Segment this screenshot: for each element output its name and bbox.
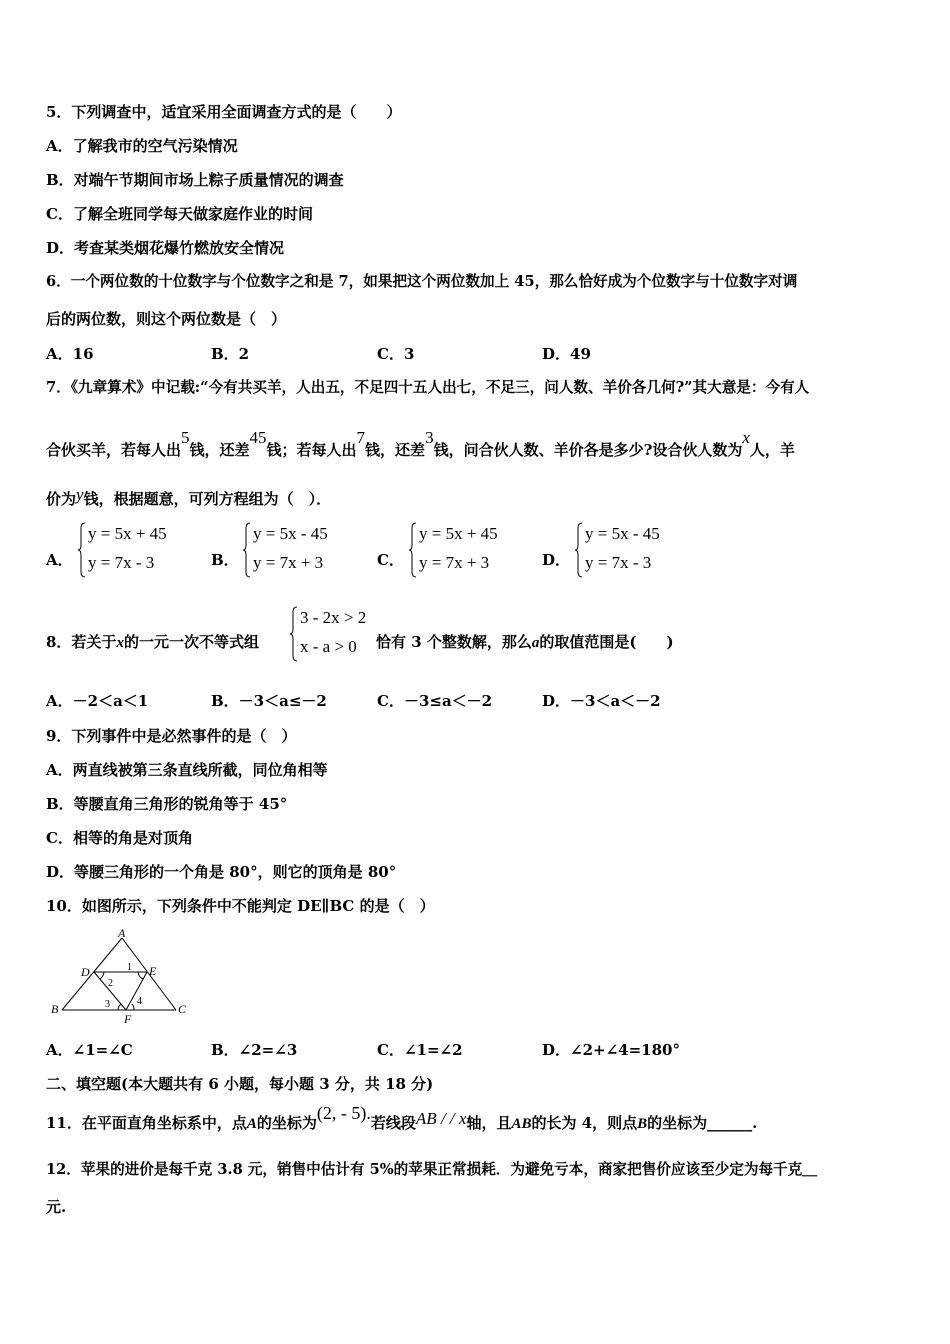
q9-option-a: A．两直线被第三条直线所截，同位角相等 bbox=[46, 761, 328, 779]
q12-line2: 元. bbox=[46, 1198, 67, 1216]
q7-system-a bbox=[78, 522, 188, 578]
q7-a-eq2: y = 7x - 3 bbox=[88, 553, 155, 572]
q8-ineq2: x - a > 0 bbox=[300, 637, 357, 656]
q7-num-45: 45 bbox=[249, 428, 267, 447]
brace-icon bbox=[290, 606, 298, 662]
q7-d-eq2: y = 7x - 3 bbox=[585, 553, 652, 572]
q9-option-c: C．相等的角是对顶角 bbox=[46, 829, 193, 847]
q5-option-d: D．考查某类烟花爆竹燃放安全情况 bbox=[46, 239, 285, 257]
q11-ab: AB bbox=[511, 1116, 532, 1132]
q7-system-d bbox=[575, 522, 685, 578]
q11-var-a: A bbox=[246, 1116, 257, 1132]
q9-option-d: D．等腰三角形的一个角是 80°，则它的顶角是 80° bbox=[46, 863, 397, 881]
q8-text-1: 8．若关于 bbox=[46, 633, 117, 651]
q11-stem bbox=[46, 1103, 758, 1134]
fig-angle-3: 3 bbox=[105, 999, 110, 1010]
q11-text-2: 的坐标为 bbox=[256, 1114, 317, 1132]
q7-d-eq1: y = 5x - 45 bbox=[585, 524, 660, 543]
q7-label-c: C． bbox=[377, 551, 404, 569]
q5-option-a: A．了解我市的空气污染情况 bbox=[46, 137, 238, 155]
q7-label-a: A． bbox=[46, 551, 73, 569]
q8-inequality-system bbox=[290, 606, 380, 662]
fig-label-e: E bbox=[149, 964, 157, 978]
q6-option-a: A．16 bbox=[46, 345, 94, 363]
fig-label-b: B bbox=[51, 1002, 59, 1016]
q7-text-2: 钱，还差 bbox=[189, 441, 250, 459]
q8-text-3: 恰有 3 个整数解，那么 bbox=[376, 633, 532, 651]
fig-label-f: F bbox=[124, 1012, 132, 1026]
q11-segment: AB / / x bbox=[415, 1109, 467, 1128]
q8-stem-part1 bbox=[46, 632, 259, 653]
fig-angle-1: 1 bbox=[127, 962, 132, 973]
q7-label-b: B． bbox=[211, 551, 239, 569]
q7-num-5: 5 bbox=[181, 428, 190, 447]
q11-text-3: 若线段 bbox=[370, 1114, 416, 1132]
q7-var-y: y bbox=[76, 485, 84, 504]
q8-option-c: C．－3≤a＜－2 bbox=[377, 692, 493, 710]
q12-line1: 12．苹果的进价是每千克 3.8 元，销售中估计有 5%的苹果正常损耗．为避免亏本，商家把售价应该至少定为每千克＿ bbox=[46, 1161, 817, 1178]
q7-var-x: x bbox=[742, 428, 750, 447]
q7-text-3: 钱；若每人出 bbox=[266, 441, 357, 459]
q10-option-b: B．∠2=∠3 bbox=[211, 1041, 298, 1059]
q6-option-c: C．3 bbox=[377, 345, 415, 363]
q7-c-eq1: y = 5x + 45 bbox=[419, 524, 498, 543]
q7-system-c bbox=[409, 522, 519, 578]
q7-stem-line1: 7．《九章算术》中记载:“今有共买羊，人出五，不足四十五人出七，不足三，问人数、羊价各几何?”其大意是：今有人 bbox=[46, 379, 810, 396]
q7-a-eq1: y = 5x + 45 bbox=[88, 524, 167, 543]
q7-text-5: 钱，问合伙人数、羊价各是多少?设合伙人数为 bbox=[433, 441, 743, 459]
fig-angle-4: 4 bbox=[137, 996, 142, 1007]
q7-text-4: 钱，还差 bbox=[365, 441, 426, 459]
q7-text-8: 钱，根据题意，可列方程组为（ ）． bbox=[83, 490, 332, 508]
q6-option-b: B．2 bbox=[211, 345, 250, 363]
q8-option-b: B．－3＜a≤－2 bbox=[211, 692, 327, 710]
q7-label-d: D． bbox=[542, 551, 571, 569]
q8-option-d: D．－3＜a＜－2 bbox=[542, 692, 661, 710]
q8-text-4: 的取值范围是( ) bbox=[539, 633, 674, 651]
q10-option-d: D．∠2+∠4=180° bbox=[542, 1041, 680, 1059]
q11-coord: (2, - 5). bbox=[316, 1103, 371, 1123]
q6-stem-line2: 后的两位数，则这个两位数是（ ） bbox=[46, 310, 287, 328]
q7-text-1: 合伙买羊，若每人出 bbox=[46, 441, 182, 459]
q6-option-d: D．49 bbox=[542, 345, 591, 363]
q11-text-4: 轴，且 bbox=[466, 1114, 512, 1132]
q8-stem-part2 bbox=[376, 632, 674, 653]
fig-label-d: D bbox=[81, 965, 90, 979]
q10-option-a: A．∠1=∠C bbox=[46, 1041, 133, 1059]
q7-text-7: 价为 bbox=[46, 490, 77, 508]
fig-label-a: A bbox=[118, 928, 126, 940]
q5-stem: 5．下列调查中，适宜采用全面调查方式的是（ ） bbox=[46, 103, 402, 121]
q11-text-1: 11．在平面直角坐标系中，点 bbox=[46, 1114, 247, 1132]
q8-option-a: A．－2＜a＜1 bbox=[46, 692, 149, 710]
q9-stem: 9．下列事件中是必然事件的是（ ） bbox=[46, 727, 297, 745]
q10-stem: 10．如图所示，下列条件中不能判定 DE∥BC 的是（ ） bbox=[46, 897, 435, 915]
brace-icon bbox=[78, 522, 86, 578]
q7-text-6: 人，羊 bbox=[749, 441, 795, 459]
q7-c-eq2: y = 7x + 3 bbox=[419, 553, 490, 572]
q7-num-7: 7 bbox=[356, 428, 366, 447]
q11-text-5: 的长为 4，则点 bbox=[531, 1114, 638, 1132]
q6-stem-line1: 6．一个两位数的十位数字与个位数字之和是 7，如果把这个两位数加上 45，那么恰好成为个位数字与十位数字对调 bbox=[46, 273, 798, 290]
q7-num-3: 3 bbox=[425, 428, 434, 447]
q7-stem-line2 bbox=[46, 428, 795, 460]
q8-text-2: 的一元一次不等式组 bbox=[123, 633, 259, 651]
q8-var-x: x bbox=[116, 635, 124, 651]
q10-option-c: C．∠1=∠2 bbox=[377, 1041, 463, 1059]
fig-angle-2: 2 bbox=[108, 978, 113, 989]
q7-b-eq1: y = 5x - 45 bbox=[253, 524, 328, 543]
q9-option-b: B．等腰直角三角形的锐角等于 45° bbox=[46, 795, 288, 813]
q7-b-eq2: y = 7x + 3 bbox=[253, 553, 324, 572]
brace-icon bbox=[243, 522, 251, 578]
q7-stem-line3 bbox=[46, 485, 332, 509]
q10-triangle-figure bbox=[44, 928, 194, 1028]
q7-system-b bbox=[243, 522, 353, 578]
q5-option-b: B．对端午节期间市场上粽子质量情况的调查 bbox=[46, 171, 344, 189]
q8-var-a: a bbox=[531, 635, 540, 651]
q5-option-c: C．了解全班同学每天做家庭作业的时间 bbox=[46, 205, 313, 223]
brace-icon bbox=[409, 522, 417, 578]
q11-var-b: B bbox=[637, 1116, 648, 1132]
brace-icon bbox=[575, 522, 583, 578]
q8-ineq1: 3 - 2x > 2 bbox=[300, 608, 367, 627]
q11-text-6: 的坐标为______. bbox=[647, 1114, 758, 1132]
section2-heading: 二、填空题(本大题共有 6 小题，每小题 3 分，共 18 分) bbox=[46, 1075, 434, 1093]
fig-label-c: C bbox=[178, 1002, 187, 1016]
